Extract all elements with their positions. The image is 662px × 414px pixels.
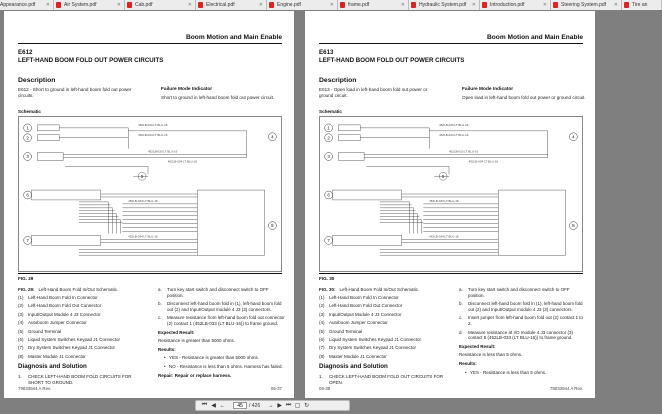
svg-text:1: 1 xyxy=(327,125,330,131)
document-page-left xyxy=(4,11,294,398)
circuit-title: LEFT-HAND BOOM FOLD OUT POWER CIRCUITS xyxy=(319,57,465,64)
svg-text:452LB-034 LT BLU-16: 452LB-034 LT BLU-16 xyxy=(128,234,158,239)
step-text: Disconnect left-hand boom fold in (1), left-hand boom fold out (2) and Input/Output module 4 J3 (3) connectors. xyxy=(167,301,282,312)
footer-right: 79033944 A Rev. xyxy=(549,386,583,391)
step-letter: c. xyxy=(459,315,463,321)
legend-item xyxy=(319,312,447,320)
svg-text:452LB-034 LT BLU-16: 452LB-034 LT BLU-16 xyxy=(138,132,168,137)
pdf-file-icon xyxy=(553,2,558,8)
legend-item xyxy=(18,312,146,320)
document-page-right xyxy=(305,11,595,398)
legend-text: Dry System Switches Keypad J1 Connector xyxy=(329,345,417,351)
legend-text: Liquid System Switches Keypad J1 Connector xyxy=(28,336,121,342)
legend-item xyxy=(319,295,447,303)
tab-bar xyxy=(0,0,648,10)
svg-text:7: 7 xyxy=(26,237,29,243)
expected-result-text: Resistance is less than 5 ohms. xyxy=(459,352,523,358)
tab-appearance[interactable] xyxy=(0,0,54,10)
legend-item xyxy=(18,303,146,311)
result-text: YES - Resistance is greater than 5000 ohms. xyxy=(169,355,260,361)
tab-frame[interactable] xyxy=(338,0,409,10)
figure-legend xyxy=(319,287,447,362)
pdf-file-icon xyxy=(56,2,61,8)
tab-label: Steering System.pdf xyxy=(561,2,607,8)
tab-label: Air System.pdf xyxy=(64,2,97,8)
step-letter: d. xyxy=(459,329,463,335)
legend-num: (6) xyxy=(319,336,325,342)
legend-text: Left-Hand Boom Fold In Connector xyxy=(329,295,399,300)
description-text: E612 - Short to ground in left-hand boom fold out power circuits. xyxy=(18,87,132,98)
svg-text:452LB-033 LT BLU-16: 452LB-033 LT BLU-16 xyxy=(138,122,168,127)
previous-page-icon[interactable]: ◀ xyxy=(211,403,216,409)
legend-num: (7) xyxy=(18,345,24,351)
bullet-icon: • xyxy=(164,355,166,361)
legend-num: (7) xyxy=(319,345,325,351)
legend-item xyxy=(319,303,447,311)
step-text: Measure resistance at I/O module 4 J3 connector (3) contact 5 (452LB-033 (LT BLU-16)) to frame ground. xyxy=(468,329,574,341)
svg-text:5: 5 xyxy=(140,173,144,179)
legend-num: (2) xyxy=(18,303,24,309)
step-text: Turn key start switch and disconnect switch to OFF position. xyxy=(468,287,570,298)
svg-text:4: 4 xyxy=(271,134,274,140)
svg-text:3: 3 xyxy=(327,154,330,160)
tab-engine[interactable] xyxy=(267,0,338,10)
legend-item xyxy=(18,345,146,353)
forward-icon[interactable]: → xyxy=(267,402,274,409)
svg-text:3: 3 xyxy=(26,154,29,160)
legend-text: Ground Terminal xyxy=(28,328,62,334)
tab-label: Engine.pdf xyxy=(277,2,301,8)
failure-mode-heading: Failure Mode Indicator xyxy=(462,87,514,92)
legend-text: Dry System Switches Keypad J1 Connector xyxy=(28,345,116,351)
result-yes xyxy=(158,355,286,361)
legend-text: Autoboom Jumper Connector xyxy=(28,320,87,326)
procedure-step xyxy=(459,315,587,326)
expected-result-label: Expected Result: xyxy=(158,329,195,335)
tab-label: Cab.pdf xyxy=(135,2,153,8)
diagnosis-heading: Diagnosis and Solution xyxy=(18,363,87,370)
caption-text: Left-Hand Boom Fold In/Out Schematic. xyxy=(38,287,119,292)
legend-num: (1) xyxy=(18,295,24,300)
tab-electrical[interactable] xyxy=(196,0,267,10)
legend-item xyxy=(18,354,146,362)
footer-right: 06-37 xyxy=(270,386,282,391)
diagnosis-step xyxy=(319,374,447,385)
svg-text:8: 8 xyxy=(572,223,575,229)
schematic-heading: Schematic xyxy=(18,109,41,114)
rotate-icon[interactable]: ↻ xyxy=(304,403,310,409)
bullet-icon: • xyxy=(164,363,166,369)
svg-text:452LB-034 LT BLU-16: 452LB-034 LT BLU-16 xyxy=(439,132,469,137)
description-heading: Description xyxy=(18,77,56,84)
svg-text:452LB-033 LT BLU-16: 452LB-033 LT BLU-16 xyxy=(439,122,469,127)
legend-num: (5) xyxy=(18,328,24,334)
result-yes xyxy=(459,370,587,376)
legend-num: (6) xyxy=(18,336,24,342)
tab-label: Tire an xyxy=(632,2,648,8)
tab-hydraulic-system[interactable] xyxy=(409,0,480,10)
procedure-step xyxy=(158,301,286,312)
pdf-file-icon xyxy=(340,2,345,8)
tab-label: Electrical.pdf xyxy=(206,2,235,8)
tab-tire[interactable] xyxy=(622,0,662,10)
pdf-file-icon xyxy=(411,2,416,8)
tab-air-system[interactable] xyxy=(54,0,125,10)
legend-text: Liquid System Switches Keypad J1 Connector xyxy=(329,336,422,342)
legend-item xyxy=(319,320,447,328)
legend-item xyxy=(18,320,146,328)
close-icon[interactable]: ✕ xyxy=(116,2,121,8)
caption-fig: FIG. 29: xyxy=(18,287,35,292)
svg-text:452LB-034 LT BLU-16: 452LB-034 LT BLU-16 xyxy=(429,234,459,239)
legend-text: Master Module J1 Connector xyxy=(329,353,387,359)
legend-num: (5) xyxy=(319,328,325,334)
next-page-icon[interactable]: ▶ xyxy=(277,403,282,409)
tab-label: frame.pdf xyxy=(348,2,370,8)
figure-rule xyxy=(319,273,583,274)
svg-text:452LB-033 LT BLU-16: 452LB-033 LT BLU-16 xyxy=(128,198,158,203)
procedure-step xyxy=(459,301,587,312)
legend-item xyxy=(319,329,447,337)
page-navigation-toolbar xyxy=(195,400,350,411)
repair-text: Repair: Repair or replace harness. xyxy=(158,372,232,378)
diagnosis-heading: Diagnosis and Solution xyxy=(319,363,388,370)
legend-item xyxy=(319,337,447,345)
legend-text: Autoboom Jumper Connector xyxy=(329,320,388,326)
result-no xyxy=(158,364,286,370)
failure-mode-text: Short to ground in left-hand boom fold out power circuit. xyxy=(161,95,275,100)
step-num: 1. xyxy=(319,374,323,379)
procedure-steps xyxy=(158,287,286,381)
section-rule xyxy=(18,43,282,44)
pdf-file-icon xyxy=(269,2,274,8)
legend-num: (4) xyxy=(18,320,24,326)
procedure-step xyxy=(158,287,286,298)
legend-item xyxy=(18,337,146,345)
legend-text: Input/Output Module 4 J3 Connector xyxy=(28,311,101,317)
svg-text:2: 2 xyxy=(327,135,330,141)
tab-label: Hydraulic System.pdf xyxy=(419,2,467,8)
close-icon[interactable]: ✕ xyxy=(258,2,263,8)
tab-cab[interactable] xyxy=(125,0,196,10)
tab-steering-system[interactable] xyxy=(551,0,622,10)
legend-num: (2) xyxy=(319,303,325,309)
schematic-heading: Schematic xyxy=(319,109,342,114)
step-text: Measure resistance from left-hand boom fold out connector (2) contact 1 (452LB-033 (LT BLU-16)) to frame ground. xyxy=(167,315,285,326)
svg-text:452LB-033 LT BLU-16: 452LB-033 LT BLU-16 xyxy=(429,198,459,203)
figure-caption xyxy=(18,287,146,292)
step-text: CHECK LEFT-HAND BOOM FOLD OUT CIRCUITS FOR OPEN. xyxy=(329,374,444,385)
procedure-step xyxy=(459,287,587,298)
close-icon[interactable]: ✕ xyxy=(613,2,618,8)
svg-text:452LB-034 LT BLU-16: 452LB-034 LT BLU-16 xyxy=(468,159,499,164)
circuit-title: LEFT-HAND BOOM FOLD OUT POWER CIRCUITS xyxy=(18,57,164,64)
bullet-icon: • xyxy=(465,369,467,375)
page-number-input[interactable] xyxy=(233,402,247,409)
legend-num: (8) xyxy=(319,353,325,359)
legend-text: Input/Output Module 4 J3 Connector xyxy=(329,311,402,317)
figure-legend xyxy=(18,287,146,362)
back-icon[interactable]: ← xyxy=(219,402,226,409)
description-text: E613 - Open load in left-hand boom fold out power or ground circuit. xyxy=(319,87,428,98)
legend-num: (8) xyxy=(18,353,24,359)
result-text: YES - Resistance is less than 5 ohms. xyxy=(470,369,547,375)
svg-text:8: 8 xyxy=(271,223,274,229)
expected-result-label: Expected Result: xyxy=(459,343,496,349)
legend-text: Ground Terminal xyxy=(329,328,363,334)
figure-caption xyxy=(319,287,447,292)
result-text: NO - Resistance is less than 5 ohms. Harness has failed. xyxy=(169,363,283,369)
svg-text:4: 4 xyxy=(572,134,575,140)
svg-text:452LB-033 LT BLU-16: 452LB-033 LT BLU-16 xyxy=(449,149,479,154)
figure-label: FIG. 30 xyxy=(319,276,335,281)
fault-code: E612 xyxy=(18,49,33,56)
close-icon[interactable]: ✕ xyxy=(45,2,50,8)
diagnosis-step xyxy=(18,374,146,385)
close-icon[interactable]: ✕ xyxy=(329,2,334,8)
first-page-icon[interactable]: ⏮ xyxy=(201,402,208,408)
wiring-schematic xyxy=(18,116,282,272)
figure-label: FIG. 29 xyxy=(18,276,34,281)
svg-text:2: 2 xyxy=(26,135,29,141)
svg-text:5: 5 xyxy=(441,173,445,179)
step-letter: c. xyxy=(158,315,162,321)
legend-num: (4) xyxy=(319,320,325,326)
results-label: Results: xyxy=(158,346,176,352)
legend-text: Left-Hand Boom Fold Out Connector xyxy=(28,303,102,309)
close-icon[interactable]: ✕ xyxy=(400,2,405,8)
legend-item xyxy=(319,345,447,353)
pdf-file-icon xyxy=(482,2,487,8)
figure-rule xyxy=(18,273,282,274)
svg-text:6: 6 xyxy=(26,192,29,198)
footer-left: 79033944 A Rev. xyxy=(18,386,52,391)
legend-num: (1) xyxy=(319,295,325,300)
step-text: CHECK LEFT-HAND BOOM FOLD CIRCUITS FOR SHORT TO GROUND. xyxy=(28,374,132,385)
legend-text: Left-Hand Boom Fold In Connector xyxy=(28,295,98,300)
section-title: Boom Motion and Main Enable xyxy=(186,34,282,41)
step-text: Insert jumper from left-hand boom fold out (2) contact 1 to 2. xyxy=(468,315,584,326)
failure-mode-text: Open load in left-hand boom fold out power or ground circuit. xyxy=(462,95,586,100)
svg-text:452LB-033 LT BLU-16: 452LB-033 LT BLU-16 xyxy=(148,149,178,154)
legend-item xyxy=(18,329,146,337)
fit-page-icon[interactable]: ▢ xyxy=(294,403,301,409)
caption-text: Left-Hand Boom Fold In/Out Schematic. xyxy=(339,287,420,292)
pdf-file-icon xyxy=(624,2,629,8)
legend-text: Master Module J1 Connector xyxy=(28,353,86,359)
legend-text: Left-Hand Boom Fold Out Connector xyxy=(329,303,403,309)
tab-label: Appearance.pdf xyxy=(0,2,36,8)
svg-text:452LB-034 LT BLU-16: 452LB-034 LT BLU-16 xyxy=(167,159,198,164)
last-page-icon[interactable]: ⏭ xyxy=(285,402,292,408)
procedure-step xyxy=(158,315,286,326)
description-heading: Description xyxy=(319,77,357,84)
close-icon[interactable]: ✕ xyxy=(542,2,547,8)
fault-code: E613 xyxy=(319,49,334,56)
pdf-file-icon xyxy=(127,2,132,8)
section-rule xyxy=(319,43,583,44)
procedure-steps xyxy=(459,287,587,378)
tab-label: Introduction.pdf xyxy=(490,2,525,8)
results-label: Results: xyxy=(459,360,477,366)
step-letter: a. xyxy=(459,287,463,292)
total-pages: / 426 xyxy=(249,402,261,409)
pdf-file-icon xyxy=(198,2,203,8)
step-num: 1. xyxy=(18,374,22,379)
section-title: Boom Motion and Main Enable xyxy=(487,34,583,41)
step-text: Disconnect left-hand boom fold in (1), left-hand boom fold out (2) and Input/Output module 4 J3 (3) connectors. xyxy=(468,301,583,312)
svg-text:6: 6 xyxy=(327,192,330,198)
expected-result-text: Resistance is greater than 5000 ohms. xyxy=(158,338,236,344)
legend-item xyxy=(319,354,447,362)
legend-num: (3) xyxy=(18,311,24,317)
failure-mode-heading: Failure Mode Indicator xyxy=(161,87,213,92)
svg-text:7: 7 xyxy=(327,237,330,243)
caption-fig: FIG. 30: xyxy=(319,287,336,292)
wiring-schematic xyxy=(319,116,583,272)
tab-introduction[interactable] xyxy=(480,0,551,10)
close-icon[interactable]: ✕ xyxy=(187,2,192,8)
footer-left: 06-38 xyxy=(319,386,331,391)
step-text: Turn key start switch and disconnect switch to OFF position. xyxy=(167,287,269,298)
step-letter: b. xyxy=(158,301,162,307)
procedure-step xyxy=(459,330,587,341)
close-icon[interactable]: ✕ xyxy=(471,2,476,8)
step-letter: b. xyxy=(459,301,463,307)
svg-text:1: 1 xyxy=(26,125,29,131)
legend-item xyxy=(18,295,146,303)
step-letter: a. xyxy=(158,287,162,292)
legend-num: (3) xyxy=(319,311,325,317)
